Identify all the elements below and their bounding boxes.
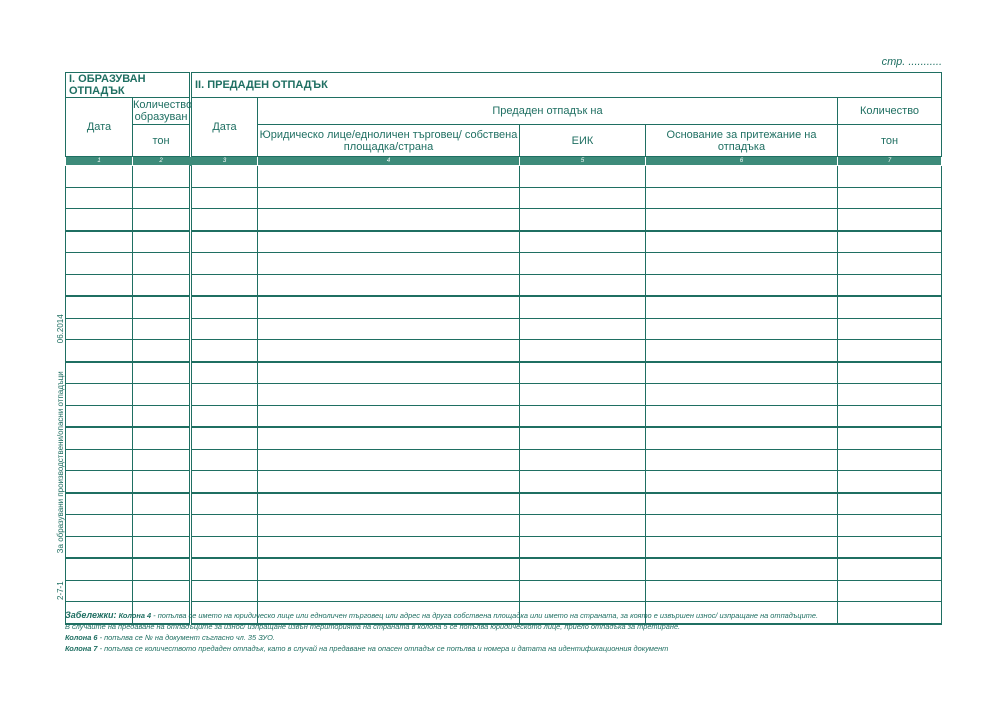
note-col4-text: - попълва се името на юридическо лице или едноличен търговец или адрес на друга собствена площадка или името на страната, за която е извършен износ/ изпращане на отпадъците.	[151, 611, 819, 620]
entry-cell[interactable]	[258, 558, 520, 580]
entry-cell[interactable]	[646, 405, 838, 427]
entry-cell[interactable]	[258, 515, 520, 537]
entry-cell[interactable]	[133, 166, 191, 188]
note-col7-label: Колона 7	[65, 644, 98, 653]
table-row	[66, 493, 942, 515]
entry-cell[interactable]	[646, 209, 838, 231]
table-row	[66, 427, 942, 449]
entry-cell[interactable]	[520, 471, 646, 493]
entry-cell[interactable]	[133, 340, 191, 362]
entry-cell[interactable]	[133, 384, 191, 406]
header-quantity: Количество	[838, 98, 942, 125]
entry-cell[interactable]	[258, 362, 520, 384]
col-number: 2	[133, 157, 191, 166]
entry-cell[interactable]	[646, 558, 838, 580]
entry-cell[interactable]	[646, 384, 838, 406]
table-row	[66, 384, 942, 406]
entry-cell[interactable]	[66, 166, 133, 188]
entry-cell[interactable]	[133, 318, 191, 340]
entry-cell[interactable]	[838, 340, 942, 362]
entry-cell[interactable]	[191, 231, 258, 253]
entry-cell[interactable]	[66, 362, 133, 384]
entry-cell[interactable]	[520, 384, 646, 406]
header-handed-to: Предаден отпадък на	[258, 98, 838, 125]
entry-cell[interactable]	[646, 166, 838, 188]
entry-cell[interactable]	[258, 166, 520, 188]
entry-cell[interactable]	[258, 187, 520, 209]
table-row	[66, 318, 942, 340]
entry-cell[interactable]	[646, 274, 838, 296]
entry-cell[interactable]	[646, 536, 838, 558]
entry-cell[interactable]	[133, 580, 191, 602]
entry-cell[interactable]	[258, 231, 520, 253]
entry-cell[interactable]	[838, 449, 942, 471]
entry-cell[interactable]	[66, 515, 133, 537]
entry-cell[interactable]	[66, 340, 133, 362]
entry-cell[interactable]	[520, 362, 646, 384]
entry-cell[interactable]	[258, 253, 520, 275]
entry-cell[interactable]	[133, 558, 191, 580]
entry-cell[interactable]	[258, 493, 520, 515]
entry-cell[interactable]	[520, 296, 646, 318]
page-number-label: стр. ...........	[881, 56, 942, 68]
entry-cell[interactable]	[66, 384, 133, 406]
entry-cell[interactable]	[646, 296, 838, 318]
entry-cell[interactable]	[66, 274, 133, 296]
entry-cell[interactable]	[838, 166, 942, 188]
entry-cell[interactable]	[133, 296, 191, 318]
entry-cell[interactable]	[66, 296, 133, 318]
notes-lead: Забележки:	[65, 610, 117, 620]
entry-cell[interactable]	[838, 405, 942, 427]
entry-cell[interactable]	[838, 580, 942, 602]
entry-cell[interactable]	[66, 558, 133, 580]
entry-cell[interactable]	[191, 166, 258, 188]
entry-cell[interactable]	[66, 493, 133, 515]
entry-cell[interactable]	[646, 318, 838, 340]
table-row	[66, 296, 942, 318]
table-row	[66, 536, 942, 558]
entry-cell[interactable]	[191, 296, 258, 318]
entry-cell[interactable]	[191, 558, 258, 580]
entry-cell[interactable]	[66, 536, 133, 558]
entry-cell[interactable]	[191, 449, 258, 471]
entry-cell[interactable]	[838, 384, 942, 406]
entry-cell[interactable]	[191, 405, 258, 427]
table-row	[66, 231, 942, 253]
entry-cell[interactable]	[66, 471, 133, 493]
entry-cell[interactable]	[646, 427, 838, 449]
entry-cell[interactable]	[520, 231, 646, 253]
entry-cell[interactable]	[520, 427, 646, 449]
note-col4-label: Колона 4	[118, 611, 152, 620]
entry-cell[interactable]	[66, 253, 133, 275]
col-number: 4	[258, 157, 520, 166]
entry-cell[interactable]	[520, 580, 646, 602]
entry-cell[interactable]	[520, 274, 646, 296]
table-row	[66, 405, 942, 427]
entry-cell[interactable]	[258, 471, 520, 493]
entry-cell[interactable]	[191, 536, 258, 558]
entry-cell[interactable]	[838, 536, 942, 558]
header-unit-handed: тон	[838, 125, 942, 157]
entry-cell[interactable]	[838, 515, 942, 537]
col-number: 3	[191, 157, 258, 166]
entry-cell[interactable]	[258, 405, 520, 427]
entry-cell[interactable]	[838, 471, 942, 493]
note-export-text: В случайте на предаване на отпадъците за износ/ изпращане извън територията на страната в колона 5 се попълва юридическото лице, приело отпадъка за третиране.	[65, 622, 681, 631]
entry-cell[interactable]	[133, 362, 191, 384]
entry-cell[interactable]	[66, 405, 133, 427]
form-date: 06.2014	[56, 314, 65, 344]
table-row	[66, 340, 942, 362]
entry-cell[interactable]	[520, 493, 646, 515]
entry-cell[interactable]	[838, 231, 942, 253]
header-quantity-formed: Количество образуван	[133, 99, 193, 123]
column-number-row	[66, 157, 942, 166]
header-unit-formed: тон	[133, 125, 191, 157]
entry-cell[interactable]	[258, 580, 520, 602]
entry-cell[interactable]	[133, 449, 191, 471]
entry-cell[interactable]	[133, 231, 191, 253]
entry-cell[interactable]	[191, 515, 258, 537]
entry-cell[interactable]	[133, 471, 191, 493]
entry-cell[interactable]	[133, 187, 191, 209]
entry-cell[interactable]	[646, 340, 838, 362]
entry-cell[interactable]	[66, 187, 133, 209]
entry-cell[interactable]	[838, 427, 942, 449]
table-row	[66, 471, 942, 493]
entry-cell[interactable]	[133, 405, 191, 427]
entry-cell[interactable]	[520, 449, 646, 471]
entry-cell[interactable]	[520, 166, 646, 188]
table-row	[66, 253, 942, 275]
entry-cell[interactable]	[646, 493, 838, 515]
col-number: 5	[520, 157, 646, 166]
entry-cell[interactable]	[838, 187, 942, 209]
form-title: За образувани производствени/опасни отпадъци	[56, 371, 65, 554]
entry-cell[interactable]	[191, 253, 258, 275]
entry-cell[interactable]	[258, 536, 520, 558]
entry-cell[interactable]	[520, 318, 646, 340]
entry-cell[interactable]	[191, 427, 258, 449]
note-col6-label: Колона 6	[65, 633, 98, 642]
entry-cell[interactable]	[66, 209, 133, 231]
entry-cell[interactable]	[520, 209, 646, 231]
entry-cell[interactable]	[191, 209, 258, 231]
entry-cell[interactable]	[258, 274, 520, 296]
header-eik: ЕИК	[520, 125, 646, 157]
entry-cell[interactable]	[646, 515, 838, 537]
col-number: 7	[838, 157, 942, 166]
entry-cell[interactable]	[646, 187, 838, 209]
entry-cell[interactable]	[258, 340, 520, 362]
entry-cell[interactable]	[191, 580, 258, 602]
header-date-formed: Дата	[66, 98, 133, 157]
entry-cell[interactable]	[258, 427, 520, 449]
side-note	[56, 314, 65, 600]
entry-cell[interactable]	[258, 449, 520, 471]
waste-register-table	[65, 72, 942, 625]
table-row	[66, 274, 942, 296]
entry-cell[interactable]	[838, 209, 942, 231]
entry-cell[interactable]	[133, 209, 191, 231]
table-row	[66, 362, 942, 384]
entry-cell[interactable]	[66, 449, 133, 471]
entry-cell[interactable]	[191, 318, 258, 340]
entry-cell[interactable]	[133, 274, 191, 296]
entry-cell[interactable]	[520, 187, 646, 209]
entry-cell[interactable]	[133, 515, 191, 537]
form-code: 2-7-1	[56, 581, 65, 600]
table-row	[66, 449, 942, 471]
table-row	[66, 515, 942, 537]
entry-cell[interactable]	[191, 362, 258, 384]
col-number: 1	[66, 157, 133, 166]
entry-cell[interactable]	[133, 253, 191, 275]
entry-cell[interactable]	[520, 515, 646, 537]
entry-cell[interactable]	[838, 253, 942, 275]
entry-cell[interactable]	[520, 405, 646, 427]
entry-cell[interactable]	[838, 558, 942, 580]
entry-cell[interactable]	[520, 340, 646, 362]
header-basis: Основание за притежание на отпадъка	[646, 125, 838, 157]
section-handed-waste: II. ПРЕДАДЕН ОТПАДЪК	[191, 73, 942, 98]
header-date-handed: Дата	[191, 98, 258, 157]
table-row	[66, 580, 942, 602]
entry-cell[interactable]	[838, 296, 942, 318]
entry-cell[interactable]	[646, 231, 838, 253]
entry-cell[interactable]	[191, 471, 258, 493]
table-row	[66, 558, 942, 580]
table-row	[66, 187, 942, 209]
entry-cell[interactable]	[66, 580, 133, 602]
entry-cell[interactable]	[191, 187, 258, 209]
entry-cell[interactable]	[646, 471, 838, 493]
entry-cell[interactable]	[520, 536, 646, 558]
entry-cell[interactable]	[66, 318, 133, 340]
entry-cell[interactable]	[191, 340, 258, 362]
entry-cell[interactable]	[191, 384, 258, 406]
entry-cell[interactable]	[838, 362, 942, 384]
entry-cell[interactable]	[646, 580, 838, 602]
entry-cell[interactable]	[66, 427, 133, 449]
entry-cell[interactable]	[838, 318, 942, 340]
entry-cell[interactable]	[258, 384, 520, 406]
note-col6-text: - попълва се № на документ съгласно чл. 35 ЗУО.	[97, 633, 275, 642]
entry-cell[interactable]	[258, 296, 520, 318]
entry-cell[interactable]	[520, 253, 646, 275]
entry-cell[interactable]	[133, 493, 191, 515]
entry-cell[interactable]	[646, 449, 838, 471]
note-col7-text: - попълва се количеството предаден отпадък, като в случай на предаване на опасен отпадък се попълва и номера и датата на идентификационния документ	[97, 644, 669, 653]
table-row	[66, 209, 942, 231]
table-row	[66, 166, 942, 188]
entry-cell[interactable]	[646, 253, 838, 275]
entry-cell[interactable]	[258, 318, 520, 340]
notes-block	[65, 610, 941, 654]
col-number: 6	[646, 157, 838, 166]
entry-cell[interactable]	[66, 231, 133, 253]
entry-cell[interactable]	[838, 274, 942, 296]
entry-cell[interactable]	[191, 493, 258, 515]
entry-cell[interactable]	[133, 536, 191, 558]
entry-cell[interactable]	[838, 493, 942, 515]
section-formed-waste: I. ОБРАЗУВАН ОТПАДЪК	[66, 73, 191, 98]
entry-cell[interactable]	[133, 427, 191, 449]
entry-cell[interactable]	[646, 362, 838, 384]
entry-cell[interactable]	[258, 209, 520, 231]
entry-cell[interactable]	[520, 558, 646, 580]
entry-cell[interactable]	[191, 274, 258, 296]
header-legal-entity: Юридическо лице/едноличен търговец/ собствена площадка/страна	[258, 125, 520, 157]
